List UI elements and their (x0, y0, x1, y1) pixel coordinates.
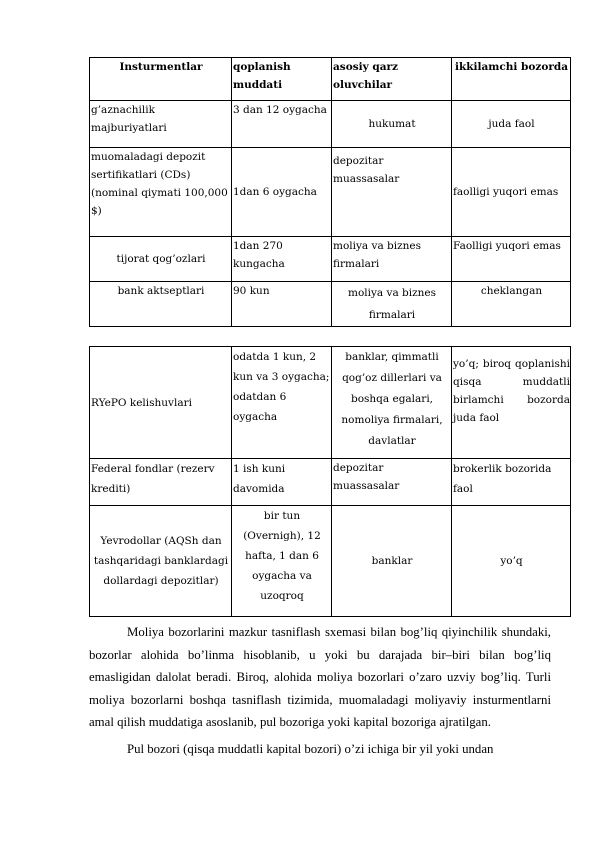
instruments-table-continued (89, 346, 571, 617)
header-cell: qoplanish muddati (232, 58, 332, 101)
table-row (90, 459, 571, 506)
table-cell: depozitar muassasalar (332, 148, 452, 237)
table-cell: bir tun (Overnigh), 12 hafta, 1 dan 6 oygacha va uzoqroq (232, 506, 332, 617)
table-row (90, 237, 571, 282)
table-row (90, 506, 571, 617)
table-cell: Federal fondlar (rezerv krediti) (90, 459, 232, 506)
table-cell: 90 kun (232, 282, 332, 327)
table-cell: moliya va biznes firmalari (332, 282, 452, 327)
table-cell: bank aktseptlari (90, 282, 232, 327)
table-cell: depozitar muassasalar (332, 459, 452, 506)
table-cell: 1 ish kuni davomida (232, 459, 332, 506)
table-cell: Yevrodollar (AQSh dan tashqaridagi banklardagi dollardagi depozitlar) (90, 506, 232, 617)
table-header-row (90, 58, 571, 101)
table-cell: faolligi yuqori emas (452, 148, 571, 237)
table-cell: moliya va biznes firmalari (332, 237, 452, 282)
table-cell: banklar, qimmatli qog’oz dillerlari va boshqa egalari, nomoliya firmalari, davlatlar (332, 347, 452, 459)
table-cell: g’aznachilik majburiyatlari (90, 101, 232, 148)
table-cell: 3 dan 12 oygacha (232, 101, 332, 148)
table-cell: Faolligi yuqori emas (452, 237, 571, 282)
table-row (90, 282, 571, 327)
table-cell: juda faol (452, 101, 571, 148)
table-row (90, 101, 571, 148)
body-paragraph: Pul bozori (qisqa muddatli kapital bozori) o’zi ichiga bir yil yoki undan (127, 742, 494, 756)
table-row (90, 148, 571, 237)
table-cell: 1dan 6 oygacha (232, 148, 332, 237)
table-cell: muomaladagi depozit sertifikatlari (CDs) (nominal qiymati 100,000 $) (90, 148, 232, 237)
table-cell: hukumat (332, 101, 452, 148)
header-cell: asosiy qarz oluvchilar (332, 58, 452, 101)
table-cell: banklar (332, 506, 452, 617)
table-row (90, 347, 571, 459)
body-paragraph: Moliya bozorlarini mazkur tasniflash sxemasi bilan bog’liq qiyinchilik shundaki, bozorlar alohida bo’linma hisoblanib, u yoki bu darajada bir–biri bilan bog’liq emasligidan dalolat beradi. Biroq, alohida moliya bozorlari o’zaro uzviy bog’liq. Turli moliya bozorlarni boshqa tasniflash tizimida, muomaladagi moliyaviy insturmentlarni amal qilish muddatiga asoslanib, pul bozoriga yoki kapital bozoriga ajratilgan. (89, 625, 551, 729)
table-cell: odatda 1 kun, 2 kun va 3 oygacha; odatdan 6 oygacha (232, 347, 332, 459)
header-cell: ikkilamchi bozorda (452, 58, 571, 101)
table-cell: brokerlik bozorida faol (452, 459, 571, 506)
table-cell: yo’q (452, 506, 571, 617)
table-cell: 1dan 270 kungacha (232, 237, 332, 282)
table-cell: tijorat qog’ozlari (90, 237, 232, 282)
header-cell: Insturmentlar (90, 58, 232, 101)
table-cell: cheklangan (452, 282, 571, 327)
table-cell: RYePO kelishuvlari (90, 347, 232, 459)
table-cell: yo’q; biroq qoplanishi qisqa muddatli birlamchi bozorda juda faol (452, 347, 571, 459)
instruments-table (89, 57, 571, 327)
